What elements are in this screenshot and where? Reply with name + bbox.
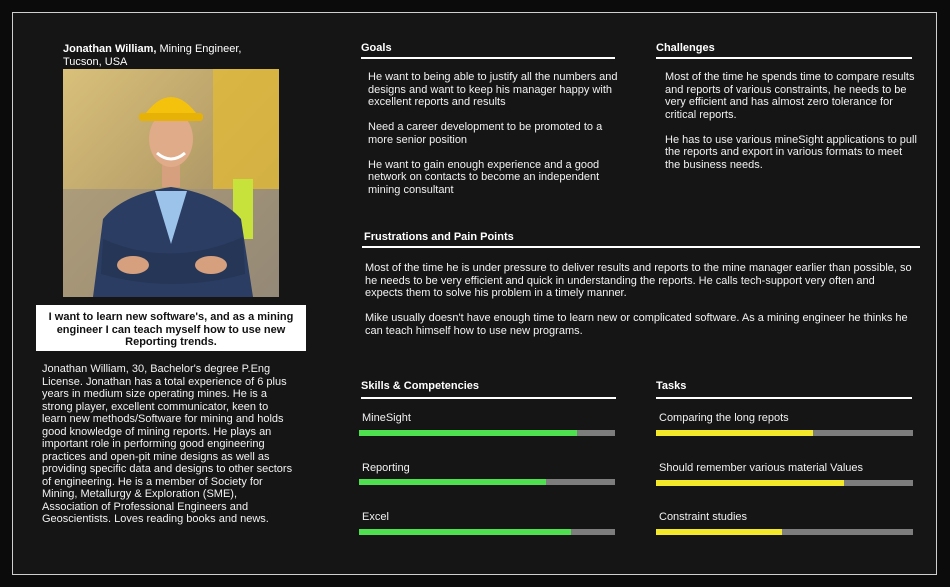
task-bar-comparing	[656, 430, 913, 436]
task-fill	[656, 529, 782, 535]
skills-divider	[361, 397, 616, 399]
skill-bar-reporting	[359, 479, 615, 485]
persona-location: Tucson, USA	[63, 56, 128, 68]
goals-title: Goals	[361, 42, 392, 54]
goal-item: Need a career development to be promoted to a more senior position	[368, 121, 603, 146]
goal-item: He want to gain enough experience and a good network on contacts to become an independent mining consultant	[368, 158, 600, 196]
skill-fill	[359, 430, 577, 436]
skill-bar-minesight	[359, 430, 615, 436]
task-label-comparing: Comparing the long repots	[659, 412, 789, 424]
skill-label-excel: Excel	[362, 511, 389, 523]
task-label-material-values: Should remember various material Values	[659, 462, 863, 474]
frustrations-list	[365, 262, 913, 350]
skill-bar-excel	[359, 529, 615, 535]
persona-role: Mining Engineer,	[159, 43, 242, 55]
persona-quote: I want to learn new software's, and as a mining engineer I can teach myself how to use new Reporting trends.	[36, 305, 306, 351]
frustration-item: Most of the time he is under pressure to deliver results and reports to the mine manager earlier than possible, so he needs to be very efficient and quick in understanding the reports. He calls tech-support very often and expects them to solve his problem in a timely manner.	[365, 262, 912, 299]
frustrations-divider	[362, 246, 920, 248]
persona-name: Jonathan William,	[63, 43, 157, 55]
frustration-item: Mike usually doesn't have enough time to learn new or complicated software. As a mining engineer he thinks he can teach himself how to use new programs.	[365, 312, 908, 337]
task-fill	[656, 430, 813, 436]
persona-photo	[63, 69, 279, 297]
skill-fill	[359, 479, 546, 485]
goal-item: He want to being able to justify all the numbers and designs and want to keep his manager happy with excellent reports and results	[368, 71, 618, 108]
challenges-list	[665, 71, 917, 184]
persona-bio: Jonathan William, 30, Bachelor's degree P.Eng License. Jonathan has a total experience of 6 plus years in medium size operating mines. He is a strong player, excellent communicator, keen to learn new methods/Software for mining and holds good knowledge of mining reports. He plays an important role in performing good engineering practices and open-pit mine designs as well as providing specific data and designs to other sectors of engineering. He is a member of Society for Mining, Metallurgy & Exploration (SME), Association of Professional Engineers and Geoscientists. Loves reading books and news.	[42, 363, 293, 525]
goals-divider	[361, 57, 615, 59]
skill-label-reporting: Reporting	[362, 462, 410, 474]
challenges-title: Challenges	[656, 42, 715, 54]
task-label-constraint: Constraint studies	[659, 511, 748, 523]
persona-header	[63, 43, 293, 69]
challenges-divider	[656, 57, 912, 59]
skills-title: Skills & Competencies	[361, 380, 479, 392]
challenge-item: Most of the time he spends time to compare results and reports of various constraints, he needs to be very efficient and has almost zero tolerance for critical reports.	[665, 71, 915, 121]
skill-label-minesight: MineSight	[362, 412, 411, 424]
task-bar-constraint	[656, 529, 913, 535]
tasks-title: Tasks	[656, 380, 687, 392]
task-bar-material-values	[656, 480, 913, 486]
challenge-item: He has to use various mineSight applications to pull the reports and export in various formats to meet the business needs.	[665, 133, 917, 171]
tasks-divider	[656, 397, 912, 399]
frustrations-title: Frustrations and Pain Points	[364, 231, 514, 243]
skill-fill	[359, 529, 571, 535]
goals-list	[368, 71, 618, 209]
task-fill	[656, 480, 844, 486]
